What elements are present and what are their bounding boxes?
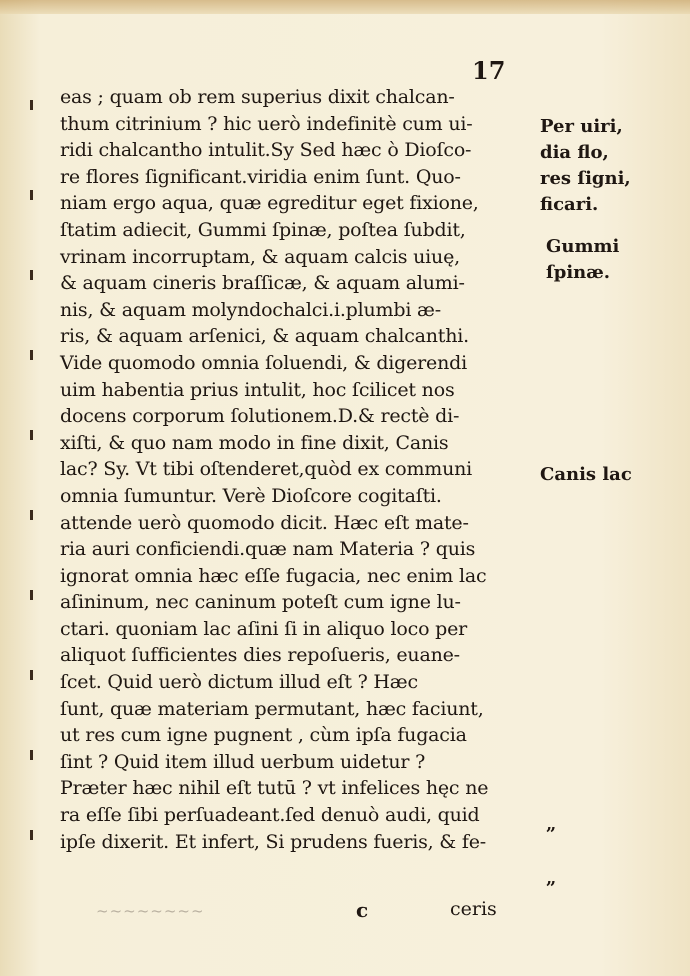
text-line: ridi chalcantho intulit.Sy Sed hæc ò Dioſco- [60, 139, 472, 162]
text-line: ſint ? Quid item illud uerbum uidetur ? [60, 750, 426, 773]
text-line: ſunt, quæ materiam permutant, hæc faciunt, [60, 697, 484, 720]
text-line: ra eſſe ſibi perſuadeant.ſed denuò audi, quid [60, 804, 480, 827]
marginal-note-gummi-spinae: Gummi ſpinæ. [546, 236, 620, 283]
text-line: Vide quomodo omnia ſoluendi, & digerendi [60, 351, 467, 374]
page-number: 17 [472, 56, 506, 85]
text-line: attende uerò quomodo dicit. Hæc eſt mate- [60, 511, 469, 534]
text-line: Præter hæc nihil eſt tutū ? vt infelices hęc ne [60, 777, 489, 800]
text-line: niam ergo aqua, quæ egreditur eget fixione, [60, 192, 479, 215]
quote-mark: „ [546, 868, 557, 889]
page-top-edge [0, 0, 690, 14]
marginal-note-canis-lac: Canis lac [540, 464, 632, 485]
text-line: docens corporum ſolutionem.D.& rectè di- [60, 405, 460, 428]
marginal-note-peruiridia: Per uiri, dia flo, res ſigni, ficari. [540, 116, 631, 215]
text-line: ſtatim adiecit, Gummi ſpinæ, poſtea ſubdit, [60, 218, 466, 241]
text-line: ut res cum igne pugnent , cùm ipſa fugacia [60, 724, 467, 747]
signature-mark: c [356, 898, 369, 922]
text-line: aſininum, nec caninum poteſt cum igne lu- [60, 591, 461, 614]
text-line: uim habentia prius intulit, hoc ſcilicet nos [60, 378, 455, 401]
text-line: lac? Sy. Vt tibi oſtenderet,quòd ex communi [60, 458, 473, 481]
bleed-through-text: ~~~~~~~~ [96, 902, 205, 920]
text-line: eas ; quam ob rem superius dixit chalcan- [60, 86, 455, 108]
text-line: xiſti, & quo nam modo in fine dixit, Canis [60, 431, 449, 454]
text-line: vrinam incorruptam, & aquam calcis uiuę, [60, 245, 460, 268]
text-line: ctari. quoniam lac aſini ſi in aliquo loco per [60, 617, 468, 640]
text-line: re flores ſignificant.viridia enim ſunt. Quo- [60, 165, 461, 188]
text-line: nis, & aquam molyndochalci.i.plumbi æ- [60, 298, 441, 321]
text-line: omnia ſumuntur. Verè Dioſcore cogitaſti. [60, 484, 442, 507]
text-line: ſcet. Quid uerò dictum illud eſt ? Hæc [60, 671, 418, 694]
text-line: ignorat omnia hæc eſſe fugacia, nec enim lac [60, 564, 487, 587]
catchword: ceris [450, 898, 497, 920]
text-line: ris, & aquam arſenici, & aquam chalcanthi. [60, 325, 469, 348]
quote-mark: „ [546, 814, 557, 835]
text-line: & aquam cineris braſſicæ, & aquam alumi- [60, 272, 465, 295]
text-line: thum citrinium ? hic uerò indefinitè cum ui- [60, 112, 473, 135]
text-line: ipſe dixerit. Et infert, Si prudens fueris, & fe- [60, 830, 486, 853]
text-line: ria auri conficiendi.quæ nam Materia ? quis [60, 538, 476, 561]
text-line: aliquot ſufficientes dies repoſueris, euane- [60, 644, 460, 667]
body-text [60, 84, 540, 855]
